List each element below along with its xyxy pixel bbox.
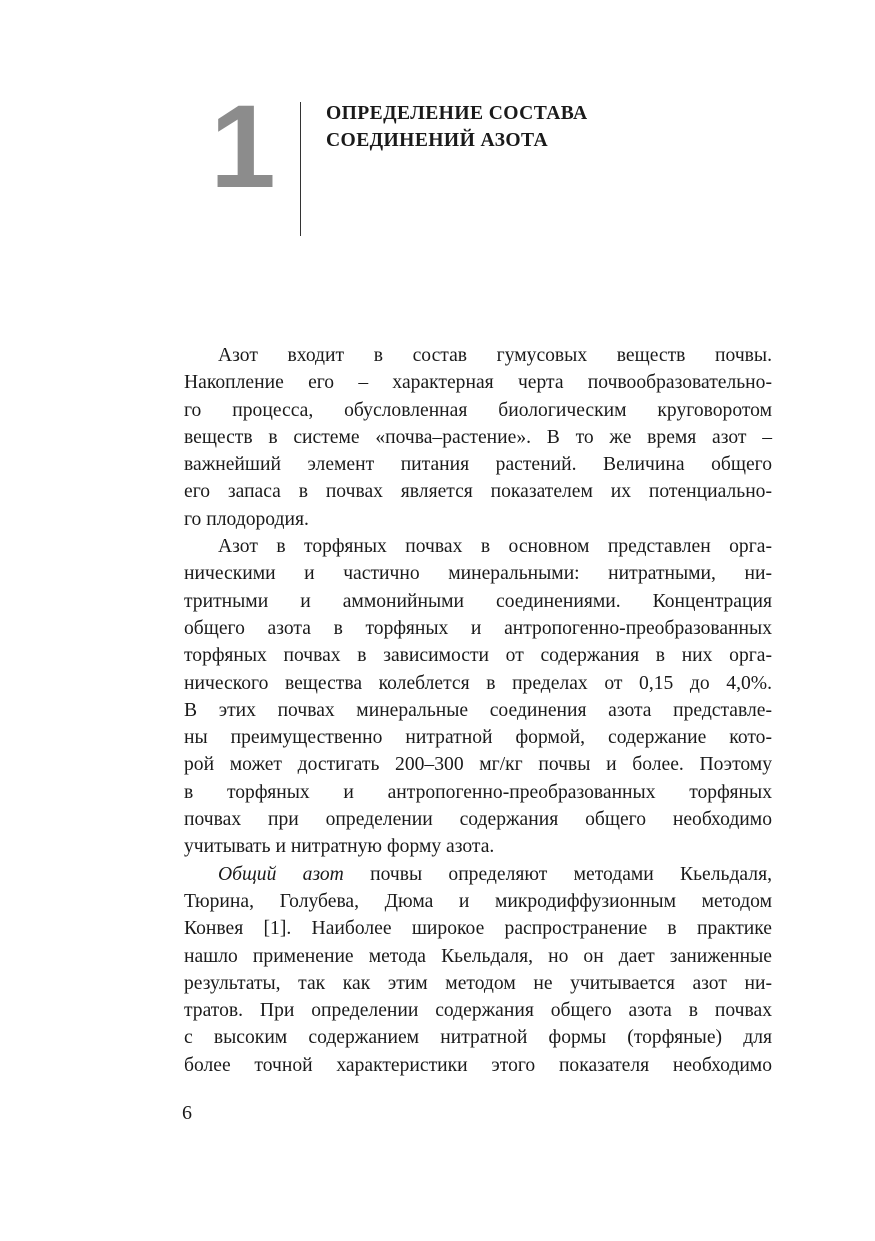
text-line: почвах при определении содержания общего необходимо [184,809,772,831]
chapter-number: 1 [210,81,276,213]
text-line: учитывать и нитратную форму азота. [184,836,495,858]
text-line: нического вещества колеблется в пределах от 0,15 до 4,0%. [184,672,772,694]
text-line: ны преимущественно нитратной формой, содержание кото- [184,727,772,749]
text-line: более точной характеристики этого показателя необходимо [184,1054,772,1076]
text-line: с высоким содержанием нитратной формы (торфяные) для [184,1027,772,1049]
text-line: Азот в торфяных почвах в основном представлен орга- [218,536,772,558]
text-line: В этих почвах минеральные соединения азота представле- [184,699,772,721]
text-line: Накопление его – характерная черта почвообразовательно- [184,372,772,394]
text-line: рой может достигать 200–300 мг/кг почвы и более. Поэтому [184,754,772,776]
text-line: Конвея [1]. Наиболее широкое распространение в практике [184,918,772,940]
text-line: ническими и частично минеральными: нитратными, ни- [184,563,772,585]
text-line: результаты, так как этим методом не учитывается азот ни- [184,972,772,994]
chapter-title-line: СОЕДИНЕНИЙ АЗОТА [326,130,548,152]
text-line: важнейший элемент питания растений. Величина общего [184,454,772,476]
text-fragment: почвы определяют методами Кьельдаля, [370,863,772,885]
text-line: тратов. При определении содержания общего азота в почвах [184,1000,772,1022]
text-line: го процесса, обусловленная биологическим круговоротом [184,399,772,421]
text-line: нашло применение метода Кьельдаля, но он дает заниженные [184,945,772,967]
chapter-divider [300,102,301,236]
text-line [184,861,772,888]
text-line: в торфяных и антропогенно-преобразованных торфяных [184,781,772,803]
chapter-title [326,100,746,155]
text-line: Тюрина, Голубева, Дюма и микродиффузионным методом [184,890,772,912]
chapter-title-line: ОПРЕДЕЛЕНИЕ СОСТАВА [326,103,588,124]
text-line: Азот входит в состав гумусовых веществ почвы. [218,345,772,366]
italic-term: Общий азот [218,863,344,885]
body-text [184,342,772,1079]
text-line: тритными и аммонийными соединениями. Концентрация [184,590,772,612]
text-line: го плодородия. [184,508,309,530]
text-line: общего азота в торфяных и антропогенно-преобразованных [184,617,772,639]
text-line: его запаса в почвах является показателем их потенциально- [184,481,772,503]
text-line: торфяных почвах в зависимости от содержания в них орга- [184,645,772,667]
text-line: веществ в системе «почва–растение». В то же время азот – [184,426,772,448]
page-number: 6 [182,1102,192,1124]
